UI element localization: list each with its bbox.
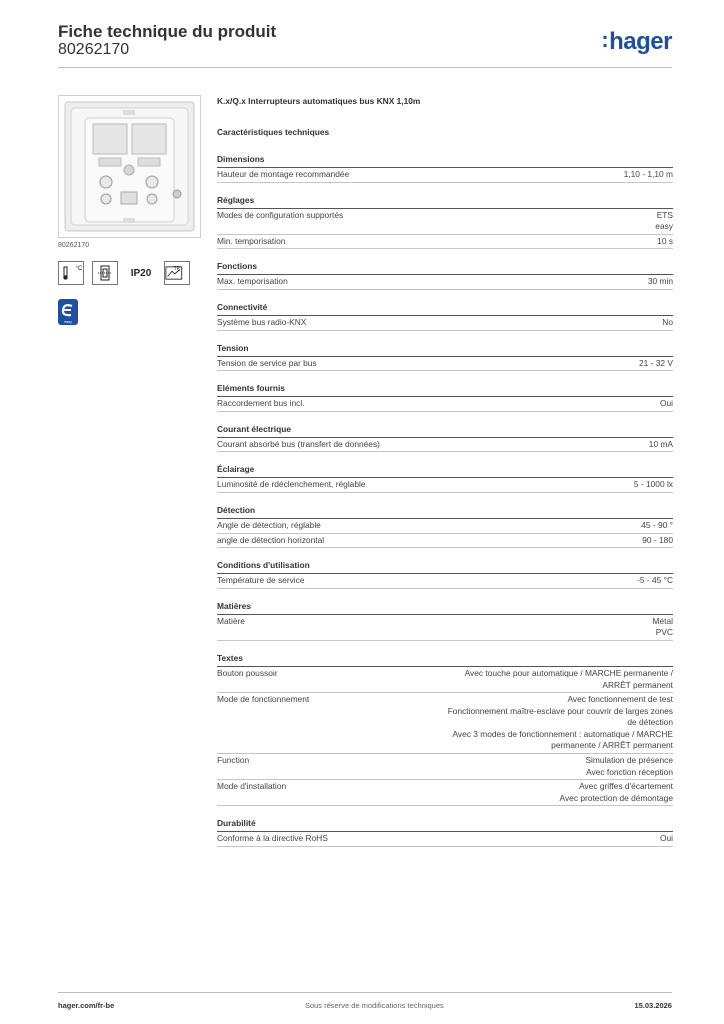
spec-value	[660, 398, 673, 410]
document-title: Fiche technique du produit	[58, 22, 277, 41]
section-title: Fonctions	[217, 260, 673, 275]
product-title: K.x/Q.x Interrupteurs automatiques bus KNX 1,10m	[217, 96, 421, 106]
spec-section	[217, 559, 673, 589]
spec-section	[217, 260, 673, 290]
spec-value	[653, 616, 673, 639]
spec-value-line: de détection	[627, 717, 673, 728]
section-title: Éclairage	[217, 463, 673, 478]
section-title: Tension	[217, 342, 673, 357]
easy-logo-icon	[58, 299, 78, 325]
spec-value-line: Oui	[659, 833, 673, 844]
spec-label: Function	[217, 755, 250, 766]
spec-label: Tension de service par bus	[217, 357, 317, 368]
spec-row	[217, 574, 673, 589]
spec-label: Min. temporisation	[217, 235, 286, 246]
spec-value-line: Fonctionnement maître-esclave pour couvrir de larges zones	[447, 705, 673, 716]
spec-row	[217, 275, 673, 290]
spec-row	[217, 397, 673, 412]
spec-row	[217, 478, 673, 493]
product-code: 80262170	[58, 41, 130, 58]
spec-value-line: Métal	[652, 615, 673, 626]
footer-date: 15.03.2026	[634, 1001, 672, 1010]
spec-value-line: No	[662, 316, 673, 327]
spec-label: Mode d'installation	[217, 781, 287, 792]
product-image	[58, 95, 201, 238]
section-title: Dimensions	[217, 153, 673, 168]
spec-row	[217, 754, 673, 780]
spec-section	[217, 817, 673, 847]
document-header	[58, 22, 276, 59]
spec-label: Système bus radio-KNX	[217, 316, 307, 327]
spec-label: Hauteur de montage recommandée	[217, 169, 350, 179]
spec-value	[662, 317, 673, 329]
spec-value	[624, 169, 673, 181]
spec-row	[217, 357, 673, 372]
spec-value-line: Avec 3 modes de fonctionnement : automatique / MARCHE	[452, 728, 673, 739]
spec-label: Température de service	[217, 575, 305, 586]
product-sidebar	[58, 95, 201, 325]
spec-label: Conforme à la directive RoHS	[217, 833, 328, 844]
spec-label: Angle de détection, réglable	[217, 519, 321, 530]
spec-section	[217, 600, 673, 641]
section-title: Connectivité	[217, 301, 673, 316]
spec-value	[585, 755, 673, 778]
easy-logo-text: easy	[64, 320, 72, 324]
spec-value-line: 10 s	[657, 235, 673, 246]
spec-value	[649, 439, 673, 451]
tp-bus-icon	[164, 261, 190, 285]
spec-row	[217, 667, 673, 693]
spec-row	[217, 615, 673, 641]
property-badges	[58, 261, 201, 285]
section-title: Conditions d'utilisation	[217, 559, 673, 574]
spec-row	[217, 534, 673, 549]
spec-row	[217, 438, 673, 453]
spec-value-line: Avec protection de démontage	[559, 792, 673, 803]
spec-row	[217, 519, 673, 534]
spec-sections	[217, 153, 673, 847]
characteristics-heading: Caractéristiques techniques	[217, 127, 330, 137]
spec-value-line: 45 - 90 °	[641, 519, 673, 530]
section-title: Courant électrique	[217, 423, 673, 438]
spec-row	[217, 209, 673, 235]
temperature-icon	[58, 261, 84, 285]
spec-value-line: Avec fonction réception	[586, 766, 673, 777]
section-title: Réglages	[217, 194, 673, 209]
section-title: Matières	[217, 600, 673, 615]
spec-label: Courant absorbé bus (transfert de données)	[217, 438, 380, 449]
spec-value	[448, 694, 673, 752]
section-title: Durabilité	[217, 817, 673, 832]
hager-logo[interactable]	[601, 28, 672, 56]
spec-value-line: 90 - 180	[642, 534, 673, 545]
spec-value-line: Avec fonctionnement de test	[567, 694, 673, 705]
spec-value-line: 5 - 1000 lx	[633, 479, 673, 490]
specifications	[217, 95, 673, 858]
header-divider	[58, 67, 672, 68]
spec-value-line: Avec touche pour automatique / MARCHE permanente /	[464, 667, 673, 678]
spec-value	[657, 236, 673, 248]
temperature-unit: °C	[75, 266, 83, 272]
section-title: Détection	[217, 504, 673, 519]
footer-note: Sous réserve de modifications techniques	[304, 1001, 444, 1010]
spec-value	[639, 358, 673, 370]
section-title: Textes	[217, 652, 673, 667]
spec-section	[217, 153, 673, 183]
spec-section	[217, 504, 673, 548]
spec-label: Modes de configuration supportés	[217, 209, 344, 220]
spec-section	[217, 652, 673, 807]
spec-value-line: 21 - 32 V	[639, 357, 673, 368]
spec-value-line: -5 - 45 °C	[637, 575, 673, 586]
section-title: Eléments fournis	[217, 382, 673, 397]
spec-row	[217, 235, 673, 250]
spec-value	[637, 575, 673, 587]
spec-value-line: 30 min	[647, 276, 673, 287]
spec-label: Matière	[217, 615, 245, 626]
spec-label: Raccordement bus incl.	[217, 398, 305, 409]
spec-value-line: easy	[655, 221, 673, 232]
spec-value-line: Avec griffes d'écartement	[579, 781, 673, 792]
spec-value	[560, 781, 673, 804]
spec-label: Bouton poussoir	[217, 667, 278, 678]
ip-rating-badge: IP20	[130, 267, 152, 279]
spec-row	[217, 168, 673, 183]
logo-dots: :	[601, 27, 609, 52]
spec-value-line: 10 mA	[648, 438, 673, 449]
spec-value	[465, 668, 673, 691]
spec-value	[648, 276, 673, 288]
spec-section	[217, 463, 673, 493]
footer-website-link[interactable]: hager.com/fr-be	[58, 1001, 115, 1010]
din-mount-icon	[92, 261, 118, 285]
image-caption: 80262170	[58, 242, 90, 249]
spec-section	[217, 301, 673, 331]
spec-row	[217, 693, 673, 754]
spec-section	[217, 423, 673, 453]
spec-value	[642, 535, 673, 547]
spec-value	[655, 210, 673, 233]
motion-detector-switch-icon	[59, 96, 200, 237]
spec-value-line: Oui	[659, 398, 673, 409]
spec-label: Max. temporisation	[217, 276, 288, 287]
spec-value-line: 1,10 - 1,10 m	[623, 169, 673, 179]
spec-row	[217, 316, 673, 331]
page-footer	[58, 992, 672, 1010]
spec-row	[217, 832, 673, 847]
spec-row	[217, 780, 673, 806]
spec-label: Luminosité de rdéclenchement, réglable	[217, 479, 366, 490]
spec-value	[660, 833, 673, 845]
spec-section	[217, 382, 673, 412]
spec-value	[634, 479, 673, 491]
spec-value-line: ARRÊT permanent	[602, 679, 673, 690]
spec-section	[217, 342, 673, 372]
spec-value-line: ETS	[656, 209, 673, 220]
spec-value-line: Simulation de présence	[585, 755, 673, 766]
spec-value-line: PVC	[655, 627, 673, 638]
spec-label: Mode de fonctionnement	[217, 694, 310, 705]
spec-value	[641, 520, 673, 532]
spec-value-line: permanente / ARRÊT permanent	[551, 740, 673, 751]
logo-text: hager	[609, 28, 672, 55]
spec-section	[217, 194, 673, 250]
tp-bus-label: TP	[173, 266, 180, 272]
spec-label: angle de détection horizontal	[217, 534, 325, 545]
